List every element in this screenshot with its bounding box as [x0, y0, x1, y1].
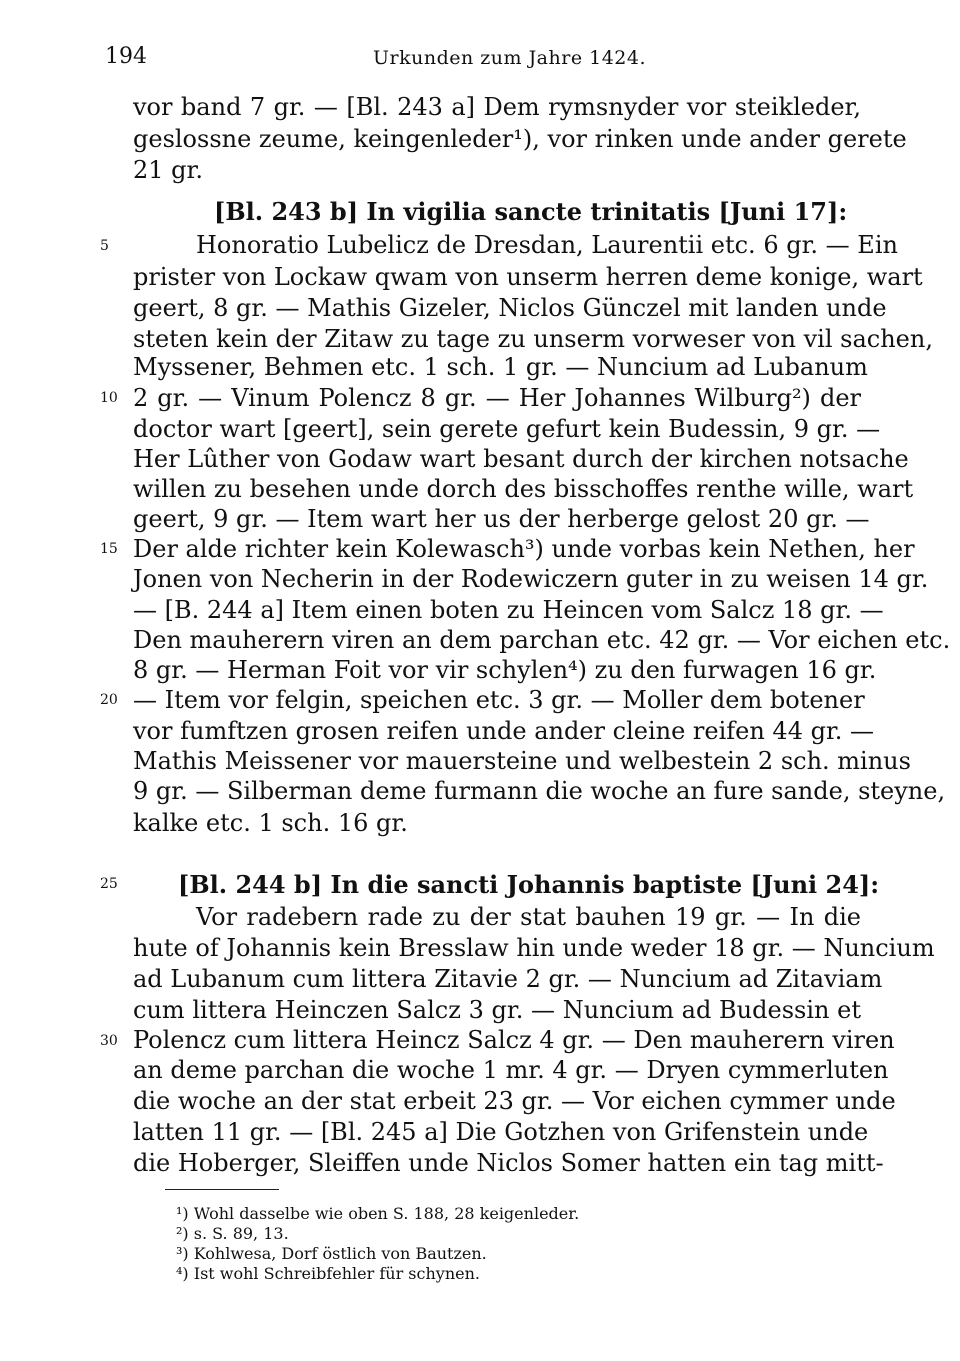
text-line: latten 11 gr. — [Bl. 245 a] Die Gotzhen von Grifenstein unde: [133, 1118, 869, 1146]
text-line: 8 gr. — Herman Foit vor vir schylen⁴) zu den furwagen 16 gr.: [133, 656, 877, 684]
text-line: Vor radebern rade zu der stat bauhen 19 gr. — In die: [196, 903, 861, 931]
text-line: geert, 8 gr. — Mathis Gizeler, Niclos Günczel mit landen unde: [133, 294, 887, 322]
text-line: Jonen von Necherin in der Rodewiczern guter in zu weisen 14 gr.: [133, 565, 929, 593]
text-line: die Hoberger, Sleiffen unde Niclos Somer hatten ein tag mitt-: [133, 1149, 884, 1177]
running-title: Urkunden zum Jahre 1424.: [373, 47, 647, 69]
text-line: steten kein der Zitaw zu tage zu unserm vorweser von vil sachen,: [133, 325, 933, 353]
footnote: ²) s. S. 89, 13.: [176, 1224, 289, 1243]
line-number: 15: [100, 541, 118, 557]
line-number: 20: [100, 692, 118, 708]
text-line: — [B. 244 a] Item einen boten zu Heincen vom Salcz 18 gr. —: [133, 596, 884, 624]
text-line: cum littera Heinczen Salcz 3 gr. — Nuncium ad Budessin et: [133, 996, 861, 1024]
text-line: 9 gr. — Silberman deme furmann die woche an fure sande, steyne,: [133, 777, 946, 805]
page-number: 194: [105, 44, 147, 69]
text-line: doctor wart [geert], sein gerete gefurt kein Budessin, 9 gr. —: [133, 415, 881, 443]
footnote-rule: [165, 1189, 279, 1190]
line-number: 10: [100, 390, 118, 406]
footnote: ⁴) Ist wohl Schreibfehler für schynen.: [176, 1264, 480, 1283]
text-line: prister von Lockaw qwam von unserm herren deme konige, wart: [133, 263, 923, 291]
section-heading: [Bl. 243 b] In vigilia sancte trinitatis [Juni 17]:: [214, 197, 848, 226]
section-heading: [Bl. 244 b] In die sancti Johannis baptiste [Juni 24]:: [178, 870, 880, 899]
line-number: 25: [100, 876, 118, 892]
text-line: Der alde richter kein Kolewasch³) unde vorbas kein Nethen, her: [133, 535, 915, 563]
text-line: ad Lubanum cum littera Zitavie 2 gr. — Nuncium ad Zitaviam: [133, 965, 883, 993]
text-line: die woche an der stat erbeit 23 gr. — Vor eichen cymmer unde: [133, 1087, 896, 1115]
text-line: hute of Johannis kein Bresslaw hin unde weder 18 gr. — Nuncium: [133, 934, 935, 962]
text-line: kalke etc. 1 sch. 16 gr.: [133, 809, 408, 837]
text-line: vor fumftzen grosen reifen unde ander cleine reifen 44 gr. —: [133, 717, 875, 745]
footnote: ¹) Wohl dasselbe wie oben S. 188, 28 keigenleder.: [176, 1204, 580, 1223]
text-line: Her Lûther von Godaw wart besant durch der kirchen notsache: [133, 445, 909, 473]
text-line: vor band 7 gr. — [Bl. 243 a] Dem rymsnyder vor steikleder,: [133, 93, 861, 121]
text-line: an deme parchan die woche 1 mr. 4 gr. — Dryen cymmerluten: [133, 1056, 889, 1084]
text-line: Myssener, Behmen etc. 1 sch. 1 gr. — Nuncium ad Lubanum: [133, 353, 868, 381]
footnote: ³) Kohlwesa, Dorf östlich von Bautzen.: [176, 1244, 487, 1263]
text-line: willen zu besehen unde dorch des bisschoffes renthe wille, wart: [133, 475, 914, 503]
text-line: 21 gr.: [133, 156, 203, 184]
text-line: Den mauherern viren an dem parchan etc. 42 gr. — Vor eichen etc.: [133, 626, 951, 654]
text-line: — Item vor felgin, speichen etc. 3 gr. — Moller dem botener: [133, 686, 865, 714]
line-number: 5: [100, 238, 109, 254]
text-line: 2 gr. — Vinum Polencz 8 gr. — Her Johannes Wilburg²) der: [133, 384, 861, 412]
text-line: Mathis Meissener vor mauersteine und welbestein 2 sch. minus: [133, 747, 911, 775]
text-line: geert, 9 gr. — Item wart her us der herberge gelost 20 gr. —: [133, 505, 870, 533]
line-number: 30: [100, 1033, 118, 1049]
text-line: Honoratio Lubelicz de Dresdan, Laurentii etc. 6 gr. — Ein: [196, 231, 898, 259]
text-line: geslossne zeume, keingenleder¹), vor rinken unde ander gerete: [133, 125, 907, 153]
text-line: Polencz cum littera Heincz Salcz 4 gr. — Den mauherern viren: [133, 1026, 895, 1054]
